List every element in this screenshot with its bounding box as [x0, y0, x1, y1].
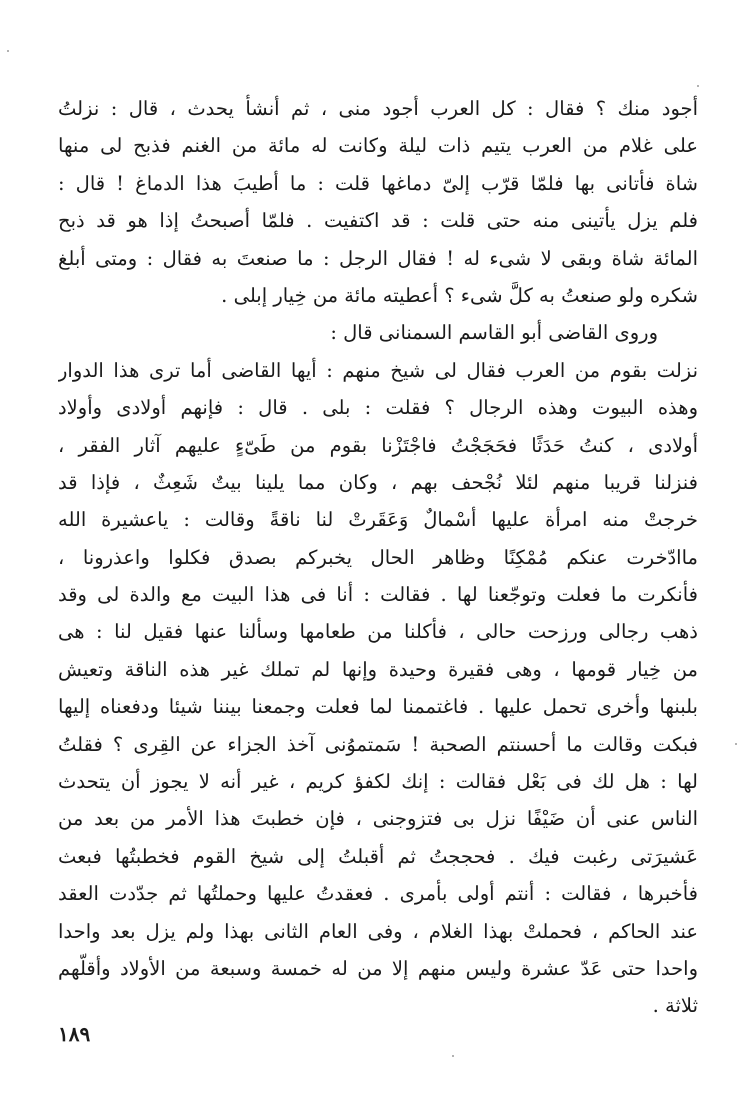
text-line: فأنكرت ما فعلت وتوجّعنا لها . فقالت : أنا فى هذا البيت مع والدة لى وقد [58, 583, 698, 607]
text-line: على غلام من العرب يتيم ذات ليلة وكانت له مائة من الغنم فذبح لى منها [58, 134, 698, 158]
text-line: ماادّخرت عنكم مُمْكِنًا وظاهر الحال يخبركم بصدق فكلوا واعذرونا ، [58, 545, 698, 569]
text-line: الناس عنى أن ضَيْفًا نزل بى فتزوجنى ، فإن خطبتَ هذا الأمر من بعد من [58, 807, 698, 831]
scan-speck [7, 50, 9, 52]
text-line: وروى القاضى أبو القاسم السمنانى قال : [330, 321, 658, 345]
text-line: نزلت بقوم من العرب فقال لى شيخ منهم : أيها القاضى أما ترى هذا الدوار [58, 358, 698, 382]
text-line: فأخبرها ، فقالت : أنتم أولى بأمرى . فعقدتُ عليها وحملتُها ثم جدّدت العقد [58, 882, 698, 906]
text-line: واحدا حتى عَدّ عشرة وليس منهم إلا من له خمسة وسبعة من الأولاد وأقلّهم [58, 956, 698, 980]
text-line: فنزلنا قريبا منهم لئلا نُجْحف بهم ، وكان مما يلينا بيتٌ شَعِثٌ ، فإذا قد [58, 470, 698, 494]
text-line: لها : هل لك فى بَعْل فقالت : إنك لكفؤ كريم ، غير أنه لا يجوز أن يتحدث [58, 770, 698, 794]
text-line: من خِيار قومها ، وهى فقيرة وحيدة وإنها لم تملك غير هذه الناقة وتعيش [58, 657, 698, 681]
text-line: المائة شاة وبقى لا شىء له ! فقال الرجل : ما صنعتَ به فقال : ومتى أبلغ [58, 246, 698, 270]
text-line: فلم يزل يأتينى منه حتى قلت : قد اكتفيت . فلمّا أصبحتُ إذا هو قد ذبح [58, 209, 698, 233]
text-line: أولادى ، كنتُ حَدَثًا فحَجَجْتُ فاجْتَزْنا بقوم من طَىّءٍ عليهم آثار الفقر ، [58, 433, 698, 457]
text-line: شكره ولو صنعتُ به كلَّ شىء ؟ أعطيته مائة من خِيار إبلى . [221, 283, 698, 307]
page-body-text [58, 90, 698, 1025]
scan-speck [697, 85, 699, 87]
text-line: فبكت وقالت ما أحسنتم الصحبة ! سَمتموُنى آخذ الجزاء عن القِرى ؟ فقلتُ [58, 732, 698, 756]
text-line: عَشيرَتى رغبت فيك . فحججتُ ثم أقبلتُ إلى شيخ القوم فخطبتُها فبعث [58, 844, 698, 868]
text-line: أجود منك ؟ فقال : كل العرب أجود منى ، ثم أنشأ يحدث ، قال : نزلتُ [58, 97, 698, 120]
scan-speck [735, 743, 737, 745]
page-number: ١٨٩ [58, 1022, 91, 1046]
scan-speck [452, 1055, 454, 1057]
text-line: بلبنها وأخرى تحمل عليها . فاغتممنا لما فعلت وجمعنا بيننا شيئا ودفعناه إليها [58, 695, 698, 719]
text-line: خرجتْ منه امرأة عليها أسْمالٌ وَعَقَرتْ لنا ناقةً وقالت : ياعشيرة الله [58, 508, 698, 532]
text-line: ذهب رجالى ورزحت حالى ، فأكلنا من طعامها وسألنا عنها فقيل لنا : هى [58, 620, 698, 644]
text-line: شاة فأتانى بها فلمّا قرّب إلىّ دماغها قلت : ما أطيبَ هذا الدماغ ! قال : [58, 171, 698, 195]
text-line: عند الحاكم ، فحملتْ بهذا الغلام ، وفى العام الثانى بهذا ولم يزل بعد واحدا [58, 919, 698, 943]
text-line: ثلاثة . [652, 994, 698, 1018]
text-line: وهذه البيوت وهذه الرجال ؟ فقلت : بلى . قال : فإنهم أولادى وأولاد [58, 396, 698, 420]
